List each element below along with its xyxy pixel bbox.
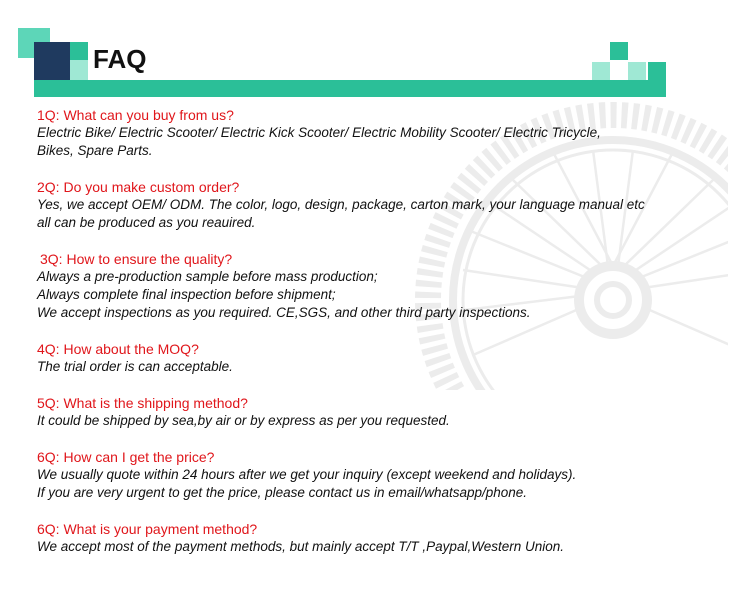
faq-question: 2Q: Do you make custom order? xyxy=(37,179,240,195)
faq-item xyxy=(37,106,677,160)
decor-square xyxy=(70,42,88,60)
faq-question: 5Q: What is the shipping method? xyxy=(37,395,248,411)
faq-item xyxy=(37,448,677,502)
header-bar xyxy=(34,80,666,97)
faq-item xyxy=(37,394,677,430)
faq-answer-line: We usually quote within 24 hours after we get your inquiry (except weekend and holidays). xyxy=(37,467,577,482)
faq-answer-line: Bikes, Spare Parts. xyxy=(37,143,153,158)
faq-header xyxy=(0,0,750,100)
faq-question: 4Q: How about the MOQ? xyxy=(37,341,199,357)
faq-item xyxy=(37,520,677,556)
faq-answer-line: all can be produced as you reauired. xyxy=(37,215,256,230)
faq-item xyxy=(37,178,677,232)
faq-answer-line: We accept most of the payment methods, but mainly accept T/T ,Paypal,Western Union. xyxy=(37,539,564,554)
page-title: FAQ xyxy=(93,44,147,74)
decor-square xyxy=(610,42,628,60)
decor-square xyxy=(592,62,610,80)
faq-question: 1Q: What can you buy from us? xyxy=(37,107,234,123)
faq-answer-line: The trial order is can acceptable. xyxy=(37,359,233,374)
faq-list xyxy=(37,106,677,574)
decor-square xyxy=(70,60,88,80)
faq-answer-line: If you are very urgent to get the price, please contact us in email/whatsapp/phone. xyxy=(37,485,528,500)
faq-answer-line: Electric Bike/ Electric Scooter/ Electric Kick Scooter/ Electric Mobility Scooter/ Electric Tricycle, xyxy=(37,125,601,140)
faq-answer-line: It could be shipped by sea,by air or by express as per you requested. xyxy=(37,413,450,428)
faq-question: 3Q: How to ensure the quality? xyxy=(40,251,233,267)
decor-square xyxy=(628,62,646,80)
faq-answer-line: Yes, we accept OEM/ ODM. The color, logo, design, package, carton mark, your language manual etc xyxy=(37,197,645,212)
faq-answer-line: Always complete final inspection before shipment; xyxy=(37,287,336,302)
faq-item xyxy=(37,250,677,322)
faq-question: 6Q: What is your payment method? xyxy=(37,521,258,537)
faq-answer-line: Always a pre-production sample before mass production; xyxy=(37,269,378,284)
faq-answer-line: We accept inspections as you required. CE,SGS, and other third party inspections. xyxy=(37,305,531,320)
faq-question: 6Q: How can I get the price? xyxy=(37,449,215,465)
decor-square xyxy=(648,62,666,80)
decor-square xyxy=(34,42,70,80)
faq-item xyxy=(37,340,677,376)
